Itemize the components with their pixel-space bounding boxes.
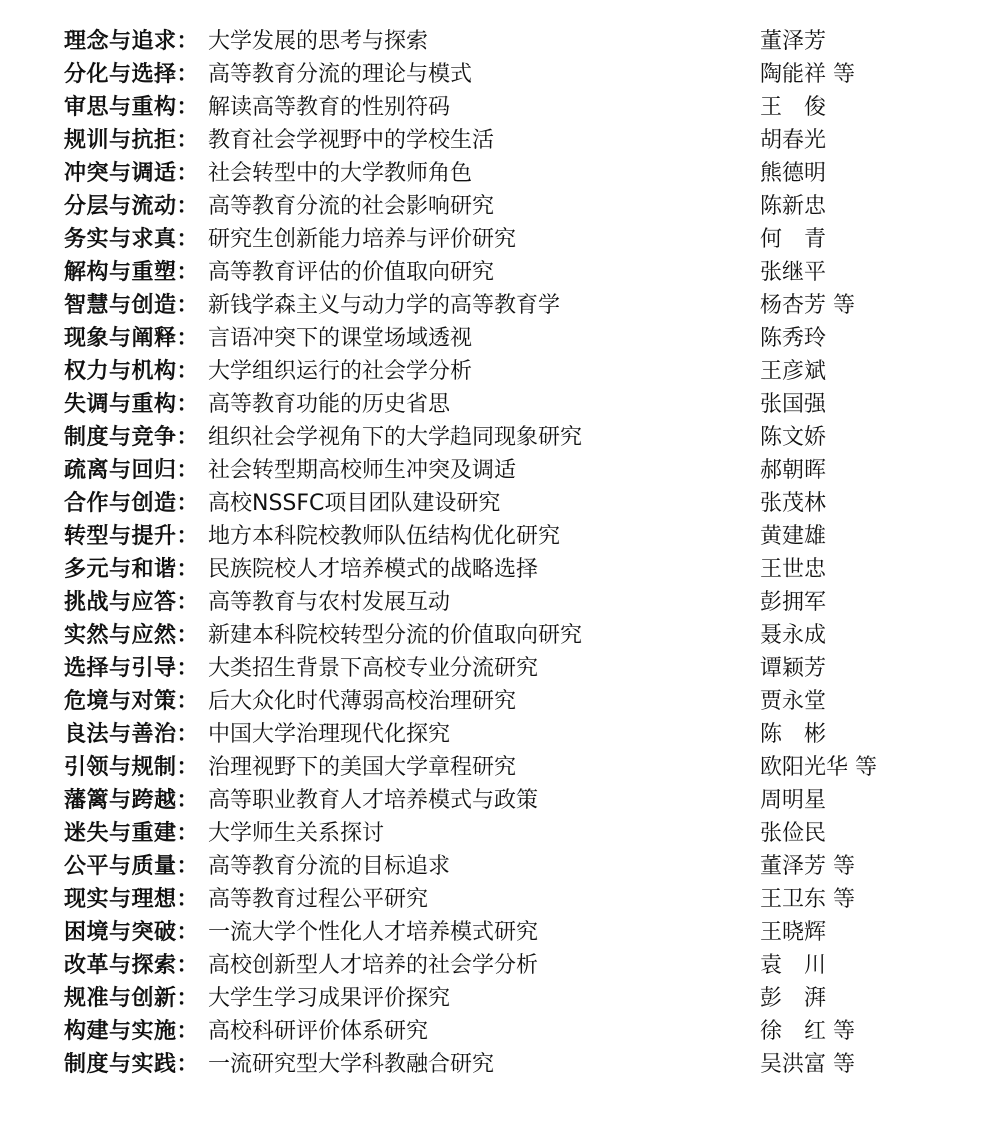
book-entry xyxy=(0,1048,990,1081)
book-author: 陈新忠 xyxy=(760,194,827,219)
book-title: 高校创新型人才培养的社会学分析 xyxy=(208,953,539,978)
book-author: 贾永堂 xyxy=(760,689,827,714)
book-entry xyxy=(0,883,990,916)
series-title: 分层与流动： xyxy=(64,193,200,219)
series-title: 失调与重构： xyxy=(64,391,200,417)
book-author: 胡春光 xyxy=(760,128,827,153)
book-title: 言语冲突下的课堂场域透视 xyxy=(208,326,473,351)
book-entry xyxy=(0,388,990,421)
book-author: 彭拥军 xyxy=(760,590,827,615)
book-author: 彭 湃 xyxy=(760,986,827,1011)
book-title: 一流大学个性化人才培养模式研究 xyxy=(208,920,539,945)
book-entry xyxy=(0,91,990,124)
book-entry xyxy=(0,784,990,817)
book-author: 董泽芳 等 xyxy=(760,854,855,879)
book-author: 董泽芳 xyxy=(760,29,827,54)
book-author: 徐 红 等 xyxy=(760,1019,855,1044)
series-title: 转型与提升： xyxy=(64,523,200,549)
book-entry xyxy=(0,58,990,91)
series-title: 公平与质量： xyxy=(64,853,200,879)
book-entry xyxy=(0,520,990,553)
series-title: 冲突与调适： xyxy=(64,160,200,186)
book-author: 王卫东 等 xyxy=(760,887,855,912)
series-title: 实然与应然： xyxy=(64,622,200,648)
book-title: 组织社会学视角下的大学趋同现象研究 xyxy=(208,425,583,450)
series-title: 疏离与回归： xyxy=(64,457,200,483)
series-title: 现实与理想： xyxy=(64,886,200,912)
book-entry xyxy=(0,322,990,355)
book-author: 陈 彬 xyxy=(760,722,827,747)
book-title: 高等教育分流的社会影响研究 xyxy=(208,194,495,219)
series-title: 审思与重构： xyxy=(64,94,200,120)
book-title: 高等教育分流的理论与模式 xyxy=(208,62,473,87)
book-author: 欧阳光华 等 xyxy=(760,755,877,780)
series-title: 规准与创新： xyxy=(64,985,200,1011)
series-title: 规训与抗拒： xyxy=(64,127,200,153)
book-entry xyxy=(0,1015,990,1048)
book-author: 袁 川 xyxy=(760,953,827,978)
book-author: 王 俊 xyxy=(760,95,827,120)
book-author: 熊德明 xyxy=(760,161,827,186)
book-title: 大学发展的思考与探索 xyxy=(208,29,429,54)
book-title: 新建本科院校转型分流的价值取向研究 xyxy=(208,623,583,648)
series-title: 构建与实施： xyxy=(64,1018,200,1044)
series-title: 危境与对策： xyxy=(64,688,200,714)
series-title: 合作与创造： xyxy=(64,490,200,516)
book-title: 民族院校人才培养模式的战略选择 xyxy=(208,557,539,582)
series-title: 引领与规制： xyxy=(64,754,200,780)
book-title: 后大众化时代薄弱高校治理研究 xyxy=(208,689,517,714)
book-author: 王晓辉 xyxy=(760,920,827,945)
book-title: 地方本科院校教师队伍结构优化研究 xyxy=(208,524,561,549)
book-title: 社会转型中的大学教师角色 xyxy=(208,161,473,186)
book-title: 大学师生关系探讨 xyxy=(208,821,385,846)
book-title: 社会转型期高校师生冲突及调适 xyxy=(208,458,517,483)
book-author: 张茂林 xyxy=(760,491,827,516)
book-title: 高等教育与农村发展互动 xyxy=(208,590,451,615)
book-entry xyxy=(0,949,990,982)
book-author: 张继平 xyxy=(760,260,827,285)
book-author: 吴洪富 等 xyxy=(760,1052,855,1077)
book-author: 王世忠 xyxy=(760,557,827,582)
book-entry xyxy=(0,685,990,718)
book-title: 高等教育分流的目标追求 xyxy=(208,854,451,879)
book-author: 杨杏芳 等 xyxy=(760,293,855,318)
book-title: 高校科研评价体系研究 xyxy=(208,1019,429,1044)
series-title: 多元与和谐： xyxy=(64,556,200,582)
series-title: 分化与选择： xyxy=(64,61,200,87)
book-author: 陶能祥 等 xyxy=(760,62,855,87)
series-title: 良法与善治： xyxy=(64,721,200,747)
book-entry xyxy=(0,718,990,751)
series-title: 制度与实践： xyxy=(64,1051,200,1077)
book-title: 高等职业教育人才培养模式与政策 xyxy=(208,788,539,813)
book-title: 解读高等教育的性别符码 xyxy=(208,95,451,120)
book-entry xyxy=(0,751,990,784)
book-entry xyxy=(0,817,990,850)
book-title: 一流研究型大学科教融合研究 xyxy=(208,1052,495,1077)
book-entry xyxy=(0,454,990,487)
series-title: 藩篱与跨越： xyxy=(64,787,200,813)
book-title: 大类招生背景下高校专业分流研究 xyxy=(208,656,539,681)
book-title: 教育社会学视野中的学校生活 xyxy=(208,128,495,153)
book-entry xyxy=(0,553,990,586)
series-title: 困境与突破： xyxy=(64,919,200,945)
book-title: 大学组织运行的社会学分析 xyxy=(208,359,473,384)
book-author: 谭颖芳 xyxy=(760,656,827,681)
book-entry xyxy=(0,190,990,223)
book-entry xyxy=(0,982,990,1015)
book-title: 中国大学治理现代化探究 xyxy=(208,722,451,747)
series-title: 改革与探索： xyxy=(64,952,200,978)
book-title: 大学生学习成果评价探究 xyxy=(208,986,451,1011)
series-title: 智慧与创造： xyxy=(64,292,200,318)
book-author: 王彦斌 xyxy=(760,359,827,384)
book-author: 黄建雄 xyxy=(760,524,827,549)
book-title: 高等教育功能的历史省思 xyxy=(208,392,451,417)
book-title: 研究生创新能力培养与评价研究 xyxy=(208,227,517,252)
book-entry xyxy=(0,850,990,883)
book-author: 何 青 xyxy=(760,227,827,252)
book-entry xyxy=(0,916,990,949)
series-title: 迷失与重建： xyxy=(64,820,200,846)
series-title: 挑战与应答： xyxy=(64,589,200,615)
series-title: 现象与阐释： xyxy=(64,325,200,351)
book-entry xyxy=(0,421,990,454)
book-entry xyxy=(0,25,990,58)
book-entry xyxy=(0,586,990,619)
book-author: 陈文娇 xyxy=(760,425,827,450)
book-title: 高等教育评估的价值取向研究 xyxy=(208,260,495,285)
series-title: 解构与重塑： xyxy=(64,259,200,285)
series-title: 选择与引导： xyxy=(64,655,200,681)
book-entry xyxy=(0,487,990,520)
book-author: 周明星 xyxy=(760,788,827,813)
book-title: 新钱学森主义与动力学的高等教育学 xyxy=(208,293,561,318)
book-entry xyxy=(0,355,990,388)
series-title: 权力与机构： xyxy=(64,358,200,384)
book-author: 张俭民 xyxy=(760,821,827,846)
book-entry xyxy=(0,619,990,652)
book-author: 陈秀玲 xyxy=(760,326,827,351)
series-title: 制度与竞争： xyxy=(64,424,200,450)
series-title: 理念与追求： xyxy=(64,28,200,54)
book-entry xyxy=(0,256,990,289)
book-entry xyxy=(0,289,990,322)
book-series-list xyxy=(0,25,990,1081)
book-title: 高校NSSFC项目团队建设研究 xyxy=(208,491,501,516)
book-author: 张国强 xyxy=(760,392,827,417)
book-author: 郝朝晖 xyxy=(760,458,827,483)
book-entry xyxy=(0,157,990,190)
book-author: 聂永成 xyxy=(760,623,827,648)
book-title: 高等教育过程公平研究 xyxy=(208,887,429,912)
book-entry xyxy=(0,124,990,157)
book-entry xyxy=(0,652,990,685)
book-entry xyxy=(0,223,990,256)
book-title: 治理视野下的美国大学章程研究 xyxy=(208,755,517,780)
series-title: 务实与求真： xyxy=(64,226,200,252)
